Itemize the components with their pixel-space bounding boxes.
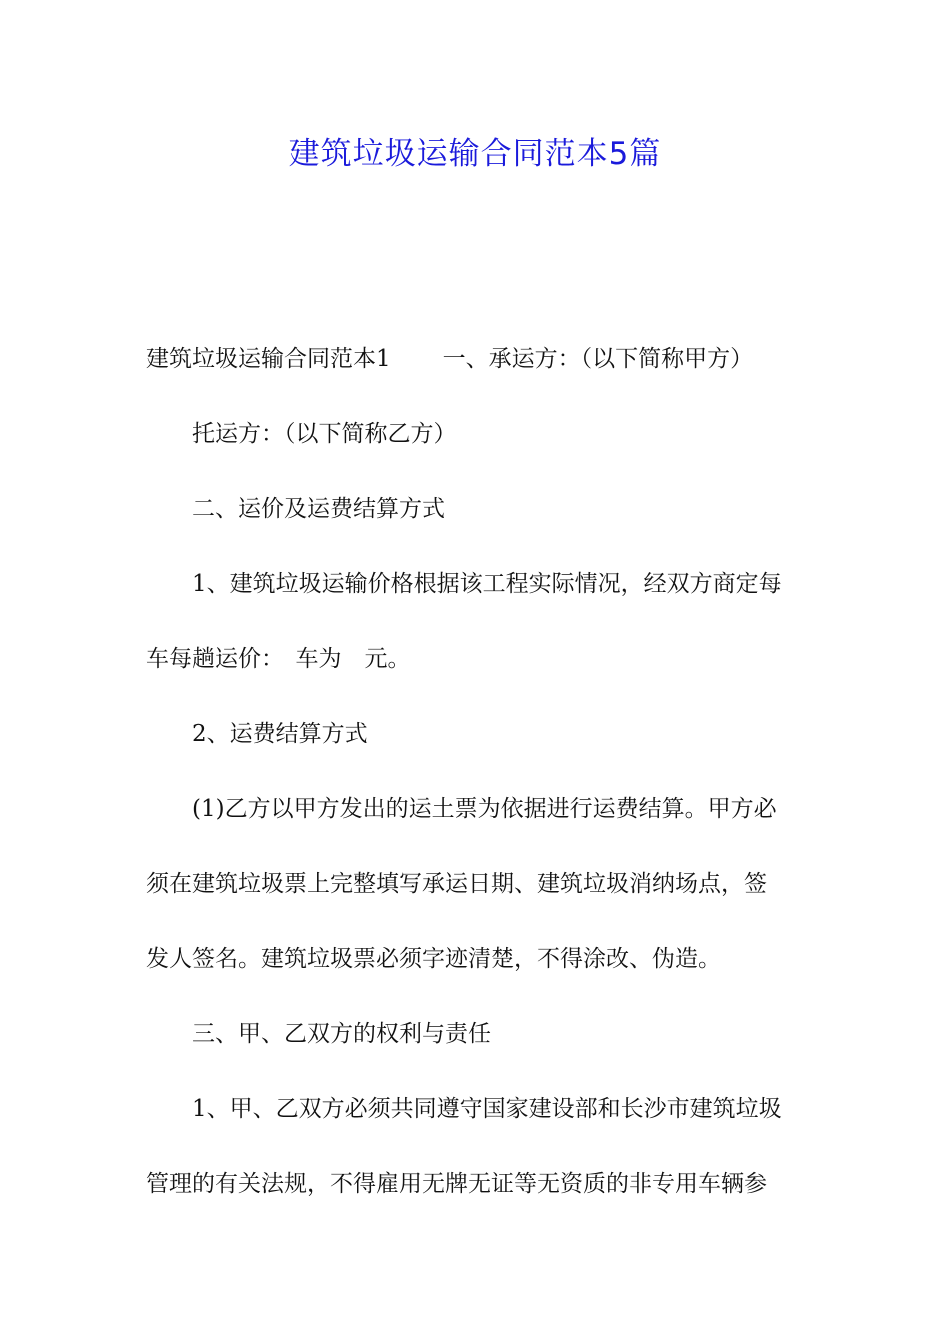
shipper-line: 托运方：（以下简称乙方） bbox=[192, 421, 457, 447]
paragraph-line: (1)乙方以甲方发出的运土票为依据进行运费结算。甲方必 bbox=[192, 796, 777, 822]
contract-heading: 建筑垃圾运输合同范本1 bbox=[146, 346, 391, 372]
paragraph-line: 须在建筑垃圾票上完整填写承运日期、建筑垃圾消纳场点，签 bbox=[146, 871, 767, 897]
paragraph-line: 管理的有关法规，不得雇用无牌无证等无资质的非专用车辆参 bbox=[146, 1171, 767, 1197]
subsection-heading: 2、运费结算方式 bbox=[192, 721, 368, 747]
section-2-heading: 二、运价及运费结算方式 bbox=[192, 496, 445, 522]
section-1-carrier: 一、承运方：（以下简称甲方） bbox=[442, 346, 754, 372]
document-title: 建筑垃圾运输合同范本5篇 bbox=[288, 136, 662, 172]
paragraph-line: 发人签名。建筑垃圾票必须字迹清楚，不得涂改、伪造。 bbox=[146, 946, 721, 972]
paragraph-line: 1、甲、乙双方必须共同遵守国家建设部和长沙市建筑垃圾 bbox=[192, 1096, 782, 1122]
section-3-heading: 三、甲、乙双方的权利与责任 bbox=[192, 1021, 491, 1047]
paragraph-line: 车每趟运价： 车为 元。 bbox=[146, 646, 411, 672]
paragraph-line: 1、建筑垃圾运输价格根据该工程实际情况，经双方商定每 bbox=[192, 571, 782, 597]
contract-heading-line bbox=[146, 344, 753, 374]
